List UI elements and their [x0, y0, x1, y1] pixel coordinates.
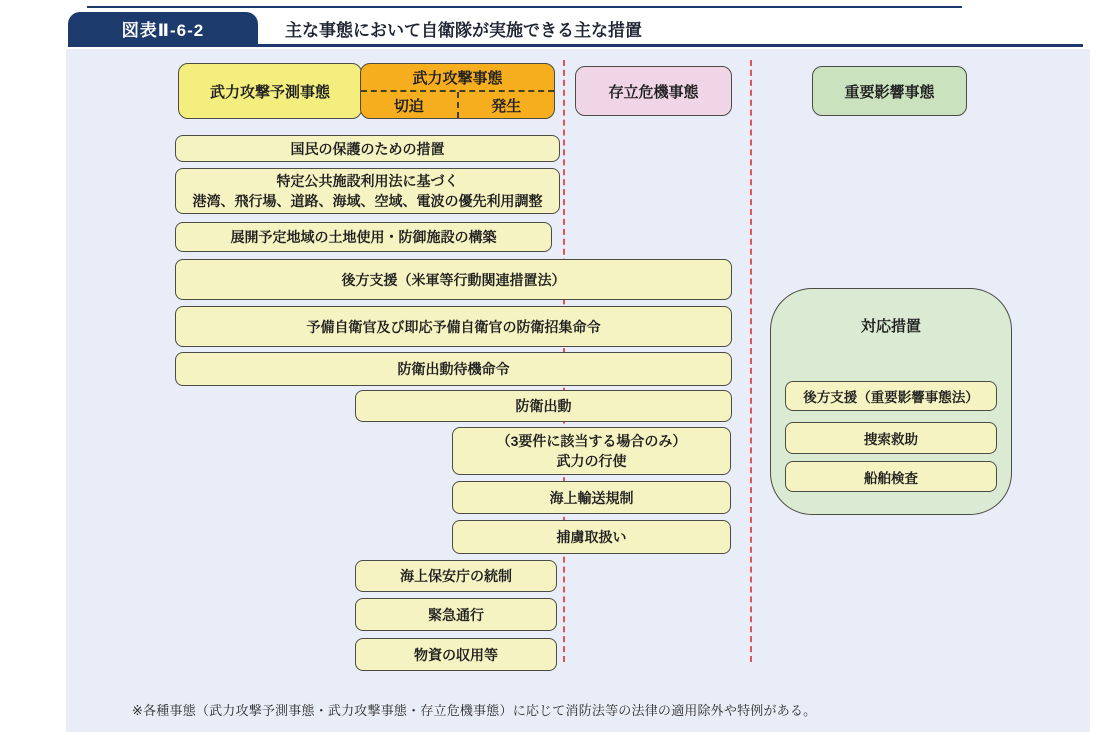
situation-armed-attack-occurred: 発生 — [457, 92, 555, 118]
header-underline — [68, 44, 1083, 47]
situation-armed-attack-anticipated: 武力攻撃予測事態 — [178, 63, 362, 119]
measure-priority-use-public-facilities — [175, 168, 560, 214]
response-ship-inspection: 船舶検査 — [785, 461, 997, 492]
situation-survival-threatening: 存立危機事態 — [575, 66, 732, 116]
measure-civil-protection: 国民の保護のための措置 — [175, 135, 560, 162]
measure-coast-guard-control: 海上保安庁の統制 — [355, 560, 557, 592]
situation-armed-attack-imminent: 切迫 — [393, 97, 424, 115]
situation-armed-attack — [360, 63, 555, 119]
measure-pow-treatment: 捕虜取扱い — [452, 520, 731, 554]
figure-title: 主な事態において自衛隊が実施できる主な措置 — [285, 21, 642, 40]
response-measures-panel — [770, 288, 1012, 515]
divider-dashed-line-right — [750, 60, 752, 662]
measure-defense-operation: 防衛出動 — [355, 390, 732, 422]
measure-emergency-passage: 緊急通行 — [355, 598, 557, 631]
measure-requisition-of-goods: 物資の収用等 — [355, 638, 557, 671]
figure-number-badge — [68, 12, 258, 45]
measure-line: 武力の行使 — [556, 453, 627, 469]
measure-defense-operation-standby-order: 防衛出動待機命令 — [175, 352, 732, 386]
response-logistic-support-important-influence: 後方支援（重要影響事態法） — [785, 381, 997, 411]
footnote-text: ※各種事態（武力攻撃予測事態・武力攻撃事態・存立危機事態）に応じて消防法等の法律の適用除外や特例がある。 — [132, 703, 817, 718]
diagram-panel — [66, 49, 1090, 732]
measure-land-use-defense-facilities: 展開予定地域の土地使用・防御施設の構築 — [175, 222, 552, 252]
situation-armed-attack-label: 武力攻撃事態 — [412, 69, 503, 87]
measure-maritime-transport-regulation: 海上輸送規制 — [452, 481, 731, 514]
measure-line: （3要件に該当する場合のみ） — [496, 433, 687, 449]
response-measures-title: 対応措置 — [860, 318, 921, 335]
measure-line: 特定公共施設利用法に基づく — [276, 173, 459, 189]
situation-important-influence: 重要影響事態 — [812, 66, 967, 116]
figure-number-label: 図表Ⅱ-6-2 — [121, 21, 205, 40]
measure-use-of-force — [452, 427, 731, 475]
measure-reserve-sdf-call-up-order: 予備自衛官及び即応予備自衛官の防衛招集命令 — [175, 306, 732, 347]
measure-line: 港湾、飛行場、道路、海域、空域、電波の優先利用調整 — [192, 193, 543, 209]
situation-armed-attack-subrow — [361, 90, 554, 118]
response-search-and-rescue: 捜索救助 — [785, 422, 997, 454]
top-rule-line — [87, 6, 962, 8]
measure-logistic-support-us-forces: 後方支援（米軍等行動関連措置法） — [175, 259, 732, 300]
